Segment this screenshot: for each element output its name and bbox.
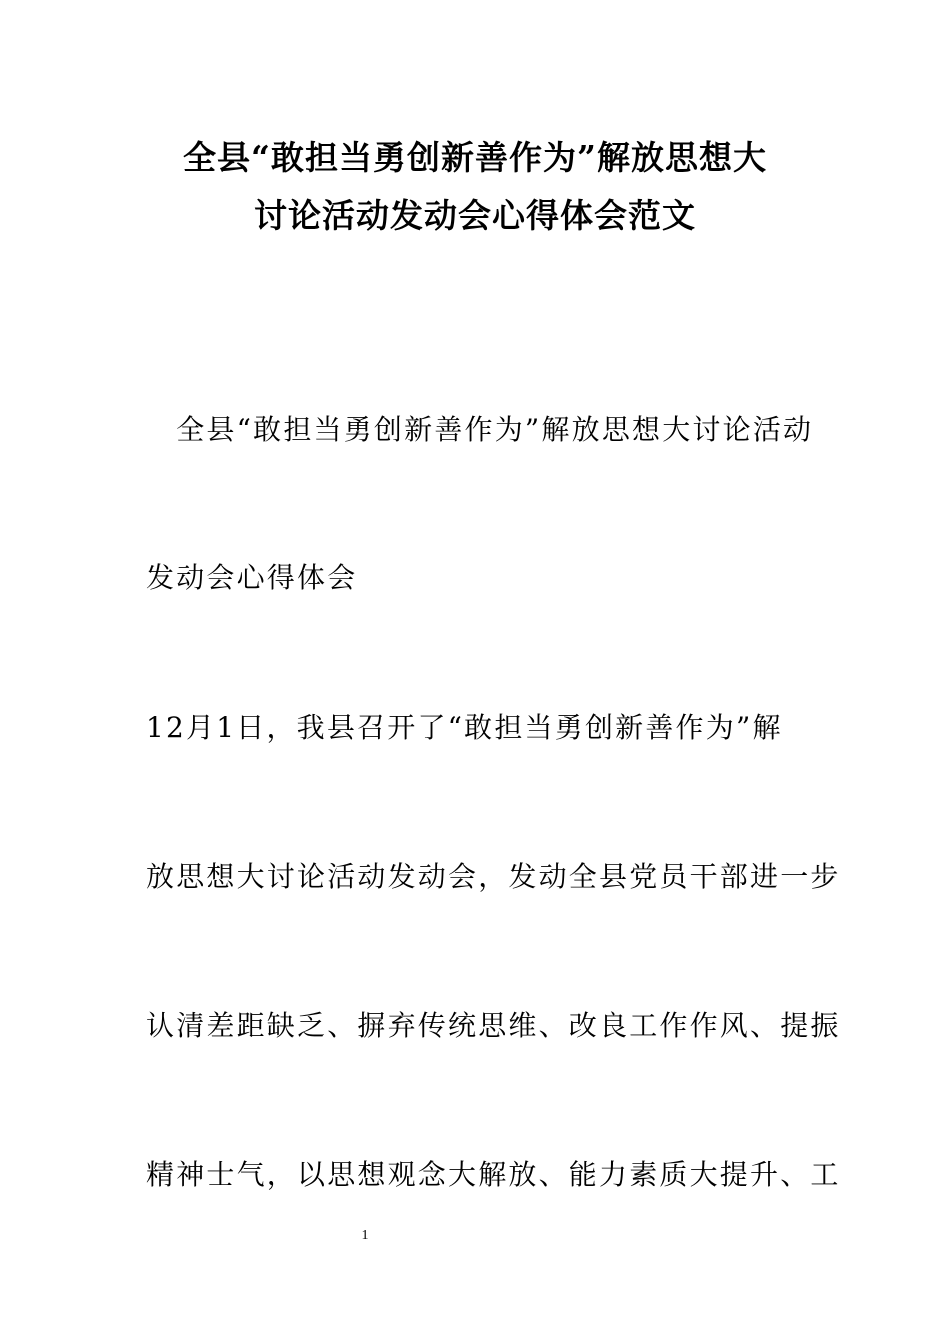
body-text-line: 12月1日，我县召开了“敢担当勇创新善作为”解 [146, 711, 783, 744]
body-text-line: 精神士气，以思想观念大解放、能力素质大提升、工 [146, 1158, 841, 1191]
body-text-line: 全县“敢担当勇创新善作为”解放思想大讨论活动 [146, 413, 814, 446]
body-text-line: 放思想大讨论活动发动会，发动全县党员干部进一步 [146, 860, 841, 893]
body-text-line: 认清差距缺乏、摒弃传统思维、改良工作作风、提振 [146, 1009, 841, 1042]
document-title-line-2: 讨论活动发动会心得体会范文 [254, 196, 696, 235]
page-number: 1 [361, 1228, 369, 1243]
body-text-line: 发动会心得体会 [146, 561, 358, 594]
document-title-line-1: 全县“敢担当勇创新善作为”解放思想大 [183, 138, 767, 177]
